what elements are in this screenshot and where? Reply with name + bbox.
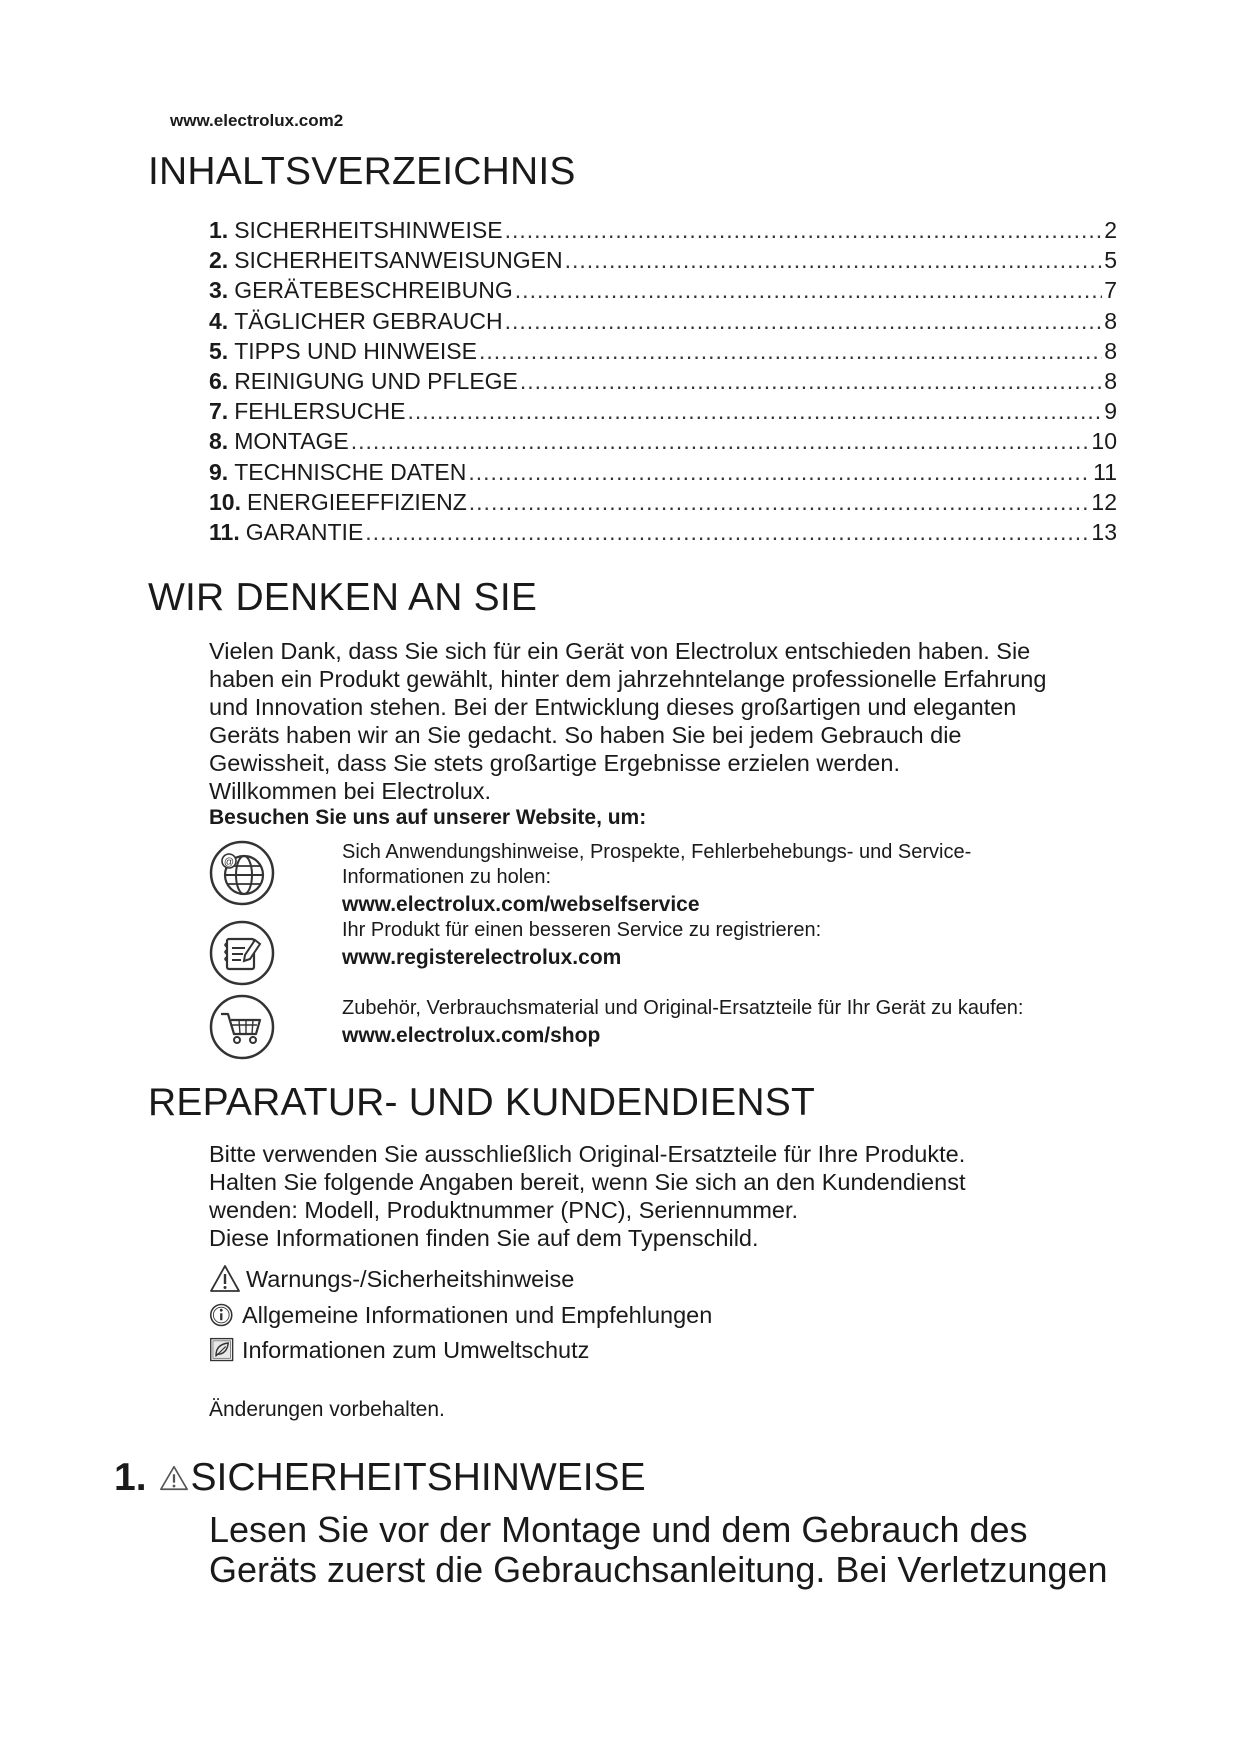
svg-text:@: @ xyxy=(223,857,235,868)
toc-entry-page: 13 xyxy=(1091,518,1117,545)
toc-entry-number: 3. xyxy=(209,277,229,304)
chapter-intro xyxy=(209,1510,1139,1590)
toc-entry-number: 7. xyxy=(209,398,229,425)
toc-entry-title: TÄGLICHER GEBRAUCH xyxy=(234,307,503,334)
toc-leader xyxy=(505,306,1103,336)
website-item-desc: Zubehör, Verbrauchsmaterial und Original-Ersatzteile für Ihr Gerät zu kaufen: xyxy=(342,997,1024,1019)
toc-entry[interactable] xyxy=(209,215,1117,245)
toc-entry-page: 10 xyxy=(1091,428,1117,455)
welcome-paragraph xyxy=(209,637,1129,805)
welcome-line: Gewissheit, dass Sie stets großartige Ergebnisse erzielen werden. xyxy=(209,750,900,776)
toc-leader xyxy=(365,517,1089,547)
website-item-text xyxy=(342,918,1122,970)
chapter-line: Geräts zuerst die Gebrauchsanleitung. Bei Verletzungen xyxy=(209,1549,1108,1590)
toc-entry-number: 5. xyxy=(209,337,229,364)
toc-entry-page: 9 xyxy=(1104,398,1117,425)
toc-entry-title: SICHERHEITSHINWEISE xyxy=(234,217,503,243)
environment-icon xyxy=(209,1335,237,1365)
toc-entry-page: 11 xyxy=(1093,458,1117,485)
toc-entry-number: 4. xyxy=(209,307,229,334)
welcome-line: und Innovation stehen. Bei der Entwicklung dieses großartigen und eleganten xyxy=(209,694,1017,720)
website-item-desc: Sich Anwendungshinweise, Prospekte, Fehlerbehebungs- und Service- xyxy=(342,841,972,863)
info-icon xyxy=(209,1300,237,1330)
register-icon xyxy=(209,920,275,986)
chapter-line: Lesen Sie vor der Montage und dem Gebrauch des xyxy=(209,1509,1028,1550)
repair-line: wenden: Modell, Produktnummer (PNC), Seriennummer. xyxy=(209,1197,799,1223)
header-url[interactable]: www.electrolux.com2 xyxy=(170,111,344,130)
toc-entry-page: 2 xyxy=(1104,217,1117,243)
toc-entry-number: 9. xyxy=(209,458,229,485)
website-item-desc: Ihr Produkt für einen besseren Service zu registrieren: xyxy=(342,919,822,941)
toc-leader xyxy=(479,336,1102,366)
toc-entry[interactable] xyxy=(209,306,1117,336)
toc-entry[interactable] xyxy=(209,366,1117,396)
globe-icon xyxy=(209,840,275,906)
toc-entry[interactable] xyxy=(209,426,1117,456)
toc-entry-title: ENERGIEEFFIZIENZ xyxy=(246,488,467,515)
toc-entry-title: SICHERHEITSANWEISUNGEN xyxy=(234,247,563,274)
toc-entry-page: 7 xyxy=(1104,277,1117,304)
legend-label: Allgemeine Informationen und Empfehlungen xyxy=(242,1302,713,1328)
visit-website-label: Besuchen Sie uns auf unserer Website, um: xyxy=(209,806,647,829)
toc-leader xyxy=(407,396,1102,426)
repair-heading: REPARATUR- UND KUNDENDIENST xyxy=(148,1081,815,1124)
welcome-line: Geräts haben wir an Sie gedacht. So haben Sie bei jedem Gebrauch die xyxy=(209,722,962,748)
toc-entry-title: TIPPS UND HINWEISE xyxy=(234,337,477,364)
toc-entry[interactable] xyxy=(209,517,1117,547)
toc-entry-page: 8 xyxy=(1104,367,1117,394)
register-link[interactable]: www.registerelectrolux.com xyxy=(342,946,622,969)
shopping-cart-icon xyxy=(209,994,275,1060)
toc-entry-number: 2. xyxy=(209,247,229,274)
toc-entry-page: 8 xyxy=(1104,307,1117,334)
warning-icon xyxy=(159,1463,189,1493)
toc-heading: INHALTSVERZEICHNIS xyxy=(148,150,576,193)
welcome-line: Vielen Dank, dass Sie sich für ein Gerät von Electrolux entschieden haben. Sie xyxy=(209,638,1031,664)
toc-entry[interactable] xyxy=(209,457,1117,487)
legend-info xyxy=(209,1300,712,1330)
welcome-line: Willkommen bei Electrolux. xyxy=(209,778,492,804)
toc-entry[interactable] xyxy=(209,245,1117,275)
toc-entry-number: 8. xyxy=(209,428,229,455)
warning-icon xyxy=(209,1264,241,1294)
chapter-title: SICHERHEITSHINWEISE xyxy=(190,1456,646,1499)
table-of-contents xyxy=(209,215,1117,547)
toc-entry-title: GARANTIE xyxy=(245,518,364,545)
repair-line: Halten Sie folgende Angaben bereit, wenn Sie sich an den Kundendienst xyxy=(209,1169,966,1195)
toc-entry-title: GERÄTEBESCHREIBUNG xyxy=(234,277,513,304)
toc-entry[interactable] xyxy=(209,336,1117,366)
toc-entry-title: TECHNISCHE DATEN xyxy=(234,458,467,485)
toc-entry-number: 10. xyxy=(209,488,241,515)
toc-leader xyxy=(520,366,1102,396)
toc-leader xyxy=(468,457,1091,487)
toc-entry-page: 8 xyxy=(1104,337,1117,364)
toc-entry-number: 6. xyxy=(209,367,229,394)
repair-line: Diese Informationen finden Sie auf dem Typenschild. xyxy=(209,1225,759,1251)
toc-entry[interactable] xyxy=(209,487,1117,517)
toc-leader xyxy=(515,275,1102,305)
toc-entry-page: 5 xyxy=(1104,247,1117,274)
repair-line: Bitte verwenden Sie ausschließlich Original-Ersatzteile für Ihre Produkte. xyxy=(209,1141,966,1167)
repair-paragraph xyxy=(209,1140,1129,1252)
chapter-heading xyxy=(114,1456,646,1500)
toc-entry[interactable] xyxy=(209,396,1117,426)
toc-entry-number: 1. xyxy=(209,217,229,243)
legend-warning xyxy=(209,1264,574,1294)
legend-label: Warnungs-/Sicherheitshinweise xyxy=(246,1266,575,1292)
toc-entry-page: 12 xyxy=(1091,488,1117,515)
toc-entry-title: FEHLERSUCHE xyxy=(234,398,406,425)
toc-entry-title: MONTAGE xyxy=(234,428,349,455)
toc-entry[interactable] xyxy=(209,275,1117,305)
toc-leader xyxy=(565,245,1103,275)
shop-link[interactable]: www.electrolux.com/shop xyxy=(342,1024,601,1047)
toc-entry-number: 11. xyxy=(209,518,240,545)
welcome-line: haben ein Produkt gewählt, hinter dem jahrzehntelange professionelle Erfahrung xyxy=(209,666,1047,692)
legend-label: Informationen zum Umweltschutz xyxy=(242,1337,590,1363)
chapter-number: 1. xyxy=(114,1456,147,1499)
welcome-heading: WIR DENKEN AN SIE xyxy=(148,576,538,619)
toc-leader xyxy=(469,487,1090,517)
toc-leader xyxy=(505,215,1103,245)
website-item-desc: Informationen zu holen: xyxy=(342,866,552,888)
toc-entry-title: REINIGUNG UND PFLEGE xyxy=(234,367,518,394)
toc-leader xyxy=(351,426,1090,456)
changes-note: Änderungen vorbehalten. xyxy=(209,1398,445,1421)
website-item-text xyxy=(342,996,1122,1048)
legend-environment xyxy=(209,1335,589,1365)
webselfservice-link[interactable]: www.electrolux.com/webselfservice xyxy=(342,893,700,916)
website-item-text xyxy=(342,840,1122,917)
